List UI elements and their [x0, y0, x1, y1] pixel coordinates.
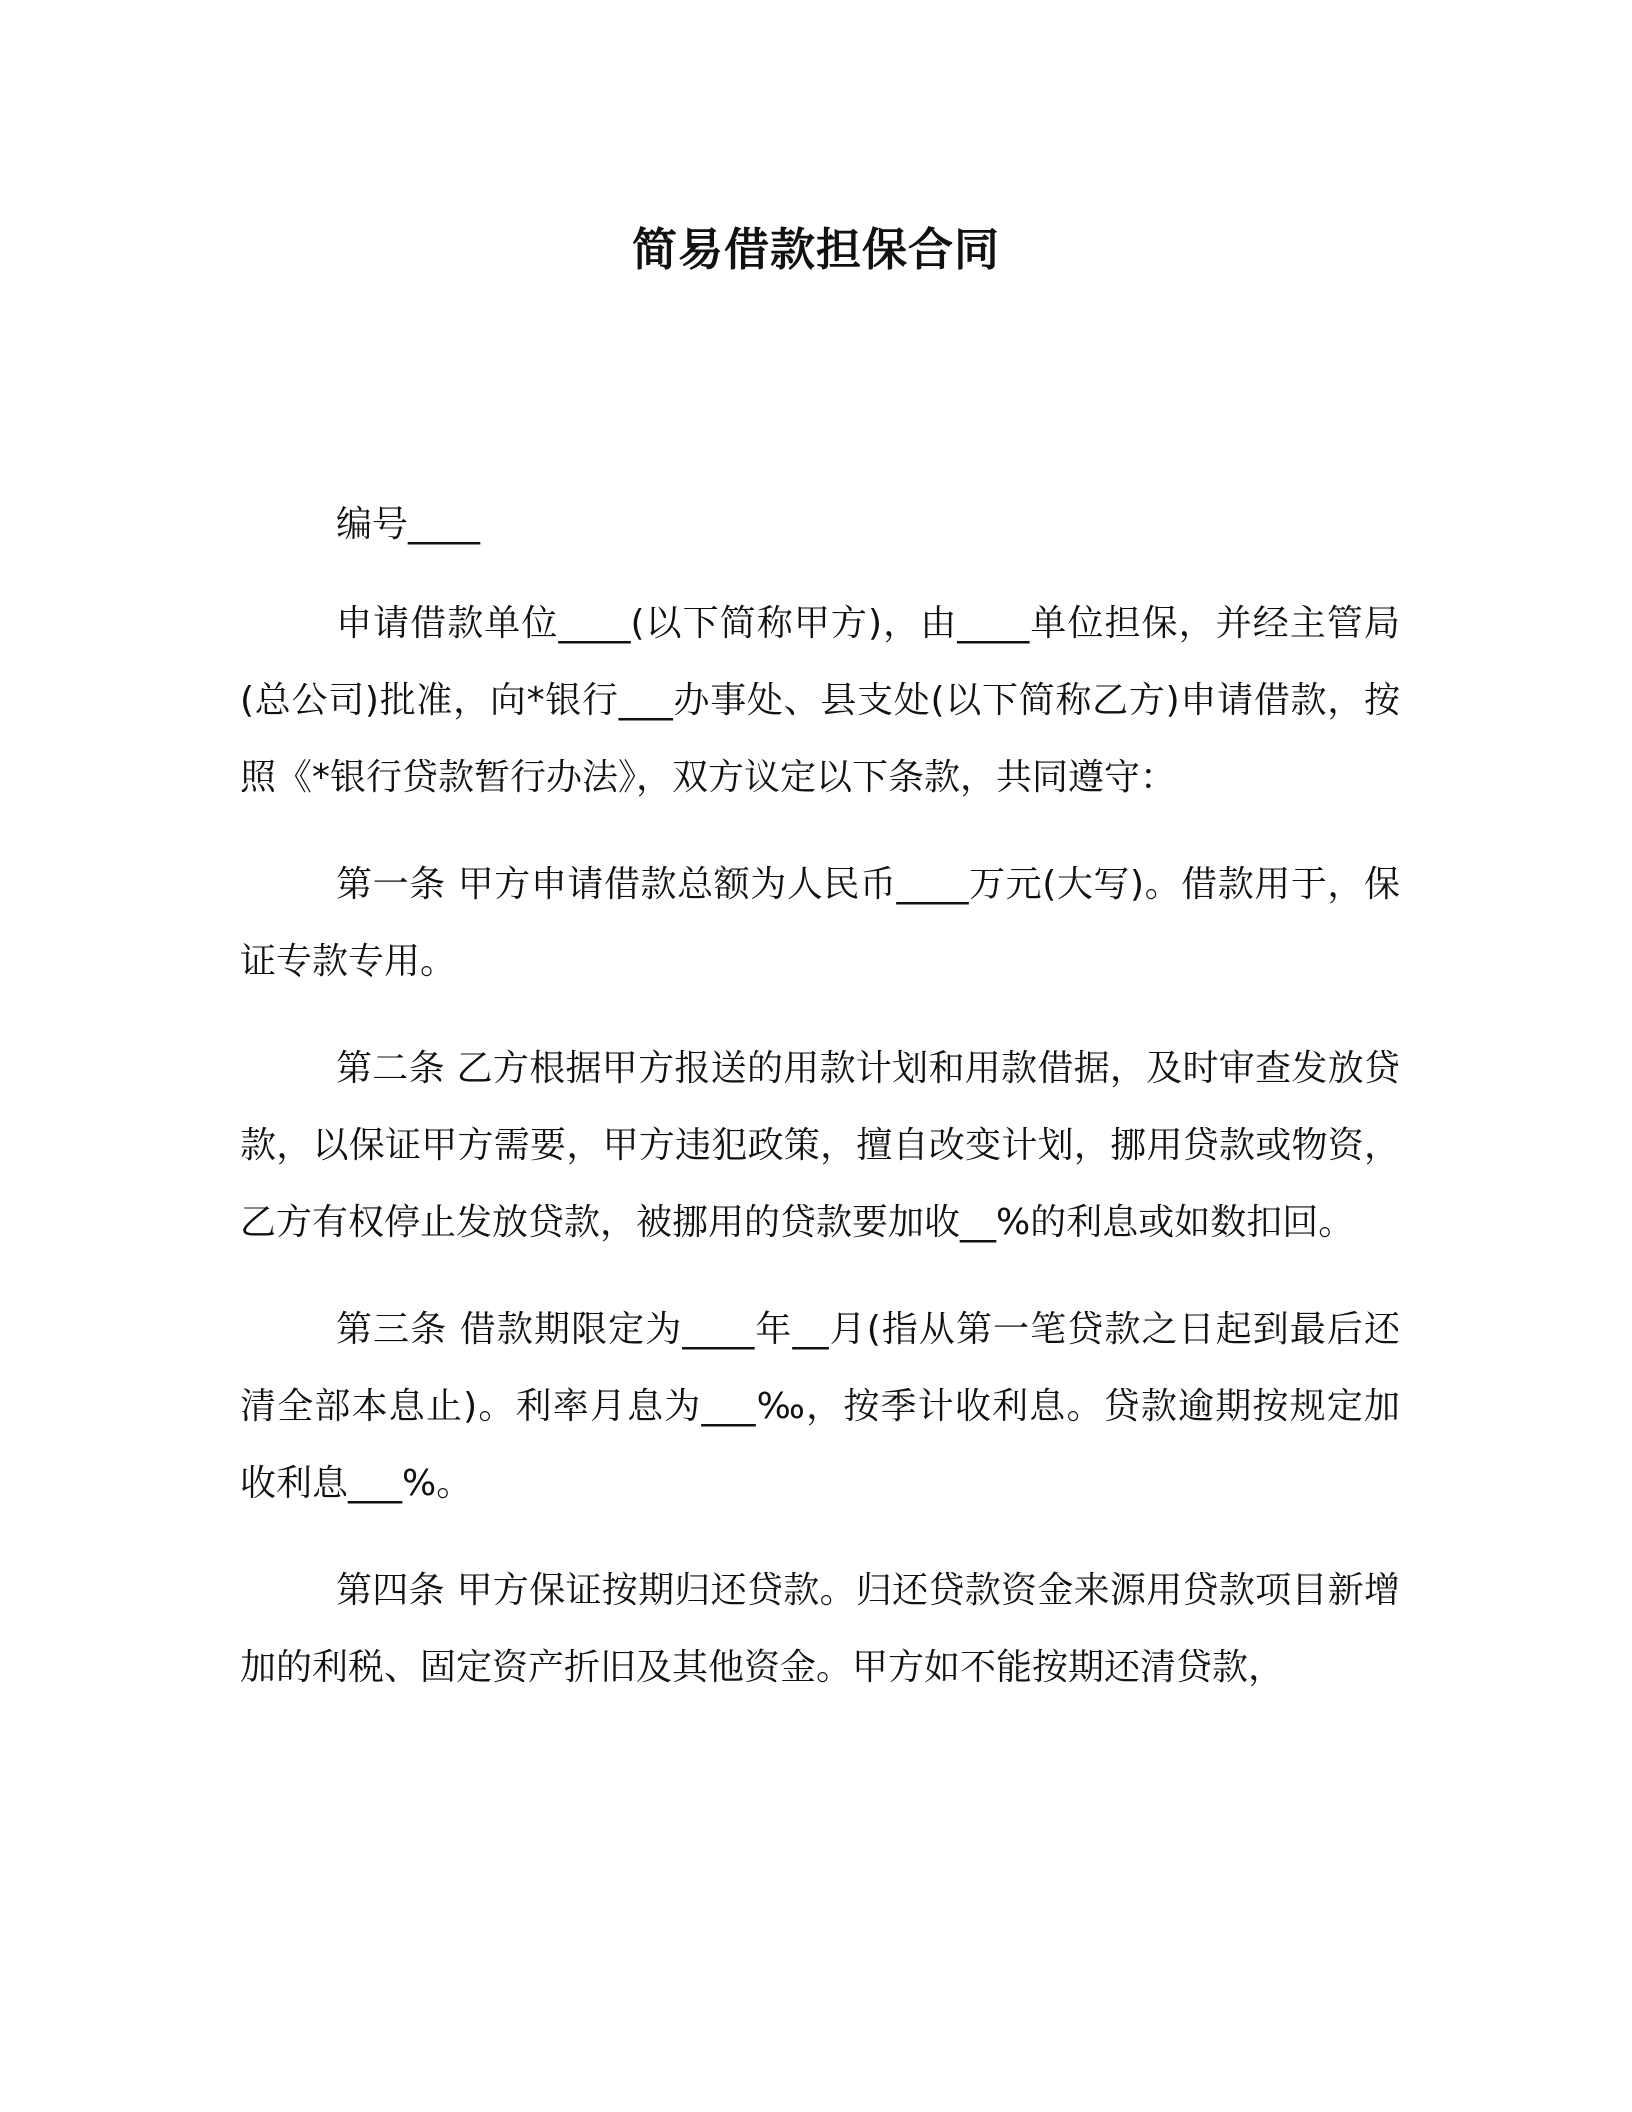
article-4: 第四条 甲方保证按期归还贷款。归还贷款资金来源用贷款项目新增加的利税、固定资产折旧及其他资金。甲方如不能按期还清贷款，	[240, 1570, 1400, 1688]
contract-number-line: 编号____	[336, 504, 481, 545]
document-title: 简易借款担保合同	[631, 223, 1000, 276]
article-2: 第二条 乙方根据甲方报送的用款计划和用款借据，及时审查发放贷款，以保证甲方需要，甲方违犯政策，擅自改变计划，挪用贷款或物资，乙方有权停止发放贷款，被挪用的贷款要加收__%的利息或如数扣回。	[240, 1048, 1400, 1243]
preamble-paragraph: 申请借款单位____(以下简称甲方)，由____单位担保，并经主管局(总公司)批准，向*银行___办事处、县支处(以下简称乙方)申请借款，按照《*银行贷款暂行办法》，双方议定以下条款，共同遵守：	[240, 603, 1400, 798]
article-1: 第一条 甲方申请借款总额为人民币____万元(大写)。借款用于，保证专款专用。	[240, 864, 1400, 982]
article-3: 第三条 借款期限定为____年__月(指从第一笔贷款之日起到最后还清全部本息止)。利率月息为___‰，按季计收利息。贷款逾期按规定加收利息___%。	[240, 1309, 1400, 1504]
document-body	[240, 486, 1400, 1736]
